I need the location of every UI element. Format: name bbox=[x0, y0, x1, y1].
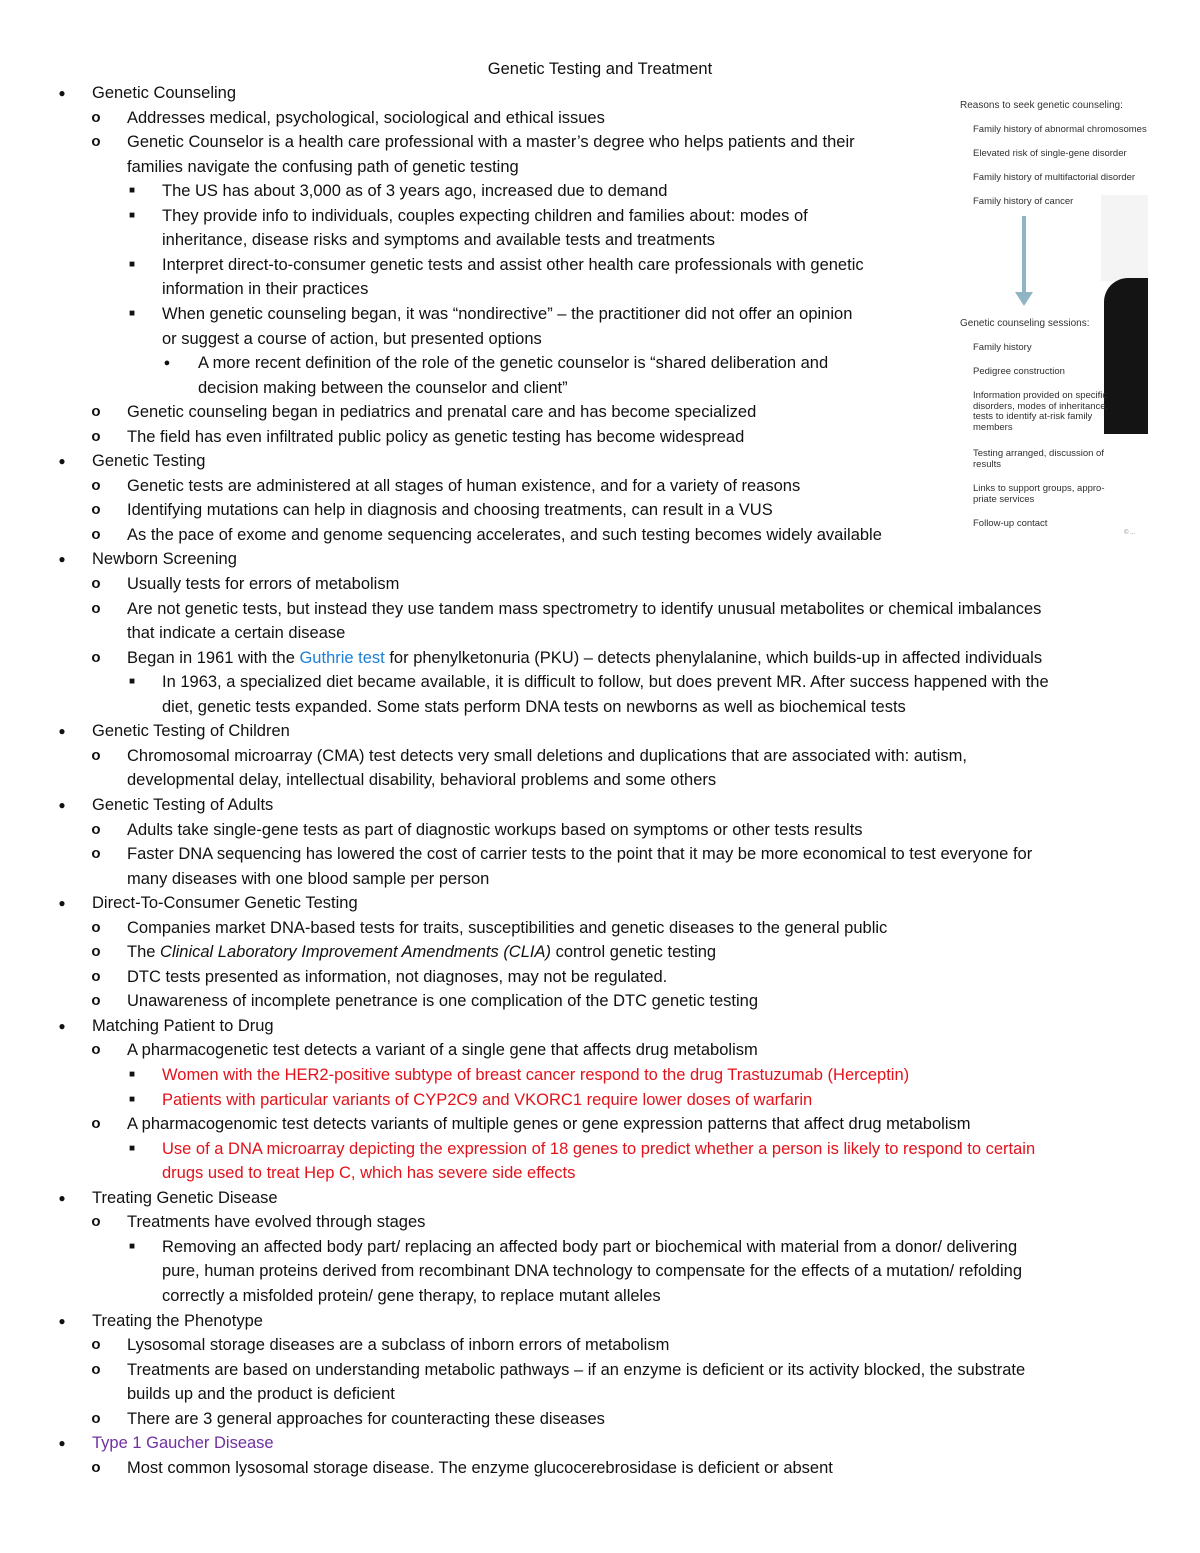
bullet-l3-icon: ■ bbox=[128, 1142, 136, 1154]
line-text: Clinical Laboratory Improvement Amendments (CLIA) bbox=[160, 943, 551, 962]
outline-line-level-2 bbox=[127, 572, 399, 597]
bullet-l1-icon: ● bbox=[58, 1190, 66, 1205]
bullet-l3-icon: ■ bbox=[128, 258, 136, 270]
outline-line-level-1 bbox=[92, 793, 273, 818]
figure-session-item: tests to identify at-risk family bbox=[973, 411, 1093, 422]
line-text: diet, genetic tests expanded. Some stats perform DNA tests on newborns as well as biochemical tests bbox=[162, 697, 906, 716]
figure-sessions-heading: Genetic counseling sessions: bbox=[960, 318, 1090, 329]
line-text: Treating Genetic Disease bbox=[92, 1188, 278, 1207]
highlighted-text: Women with the HER2-positive subtype of breast cancer respond to the drug Trastuzumab (Herceptin) bbox=[162, 1066, 910, 1084]
line-text: decision making between the counselor and client” bbox=[198, 378, 568, 397]
line-text: The US has about 3,000 as of 3 years ago, increased due to demand bbox=[162, 182, 668, 201]
outline-line-level-2 bbox=[127, 425, 744, 450]
line-text: Genetic Counseling bbox=[92, 84, 237, 102]
line-text: Addresses medical, psychological, sociological and ethical issues bbox=[127, 108, 605, 127]
line-text: information in their practices bbox=[162, 280, 369, 299]
line-text: Companies market DNA-based tests for traits, susceptibilities and genetic diseases to the general public bbox=[127, 918, 888, 937]
bullet-l2-icon: o bbox=[91, 525, 101, 543]
line-text: When genetic counseling began, it was “nondirective” – the practitioner did not offer an opinion bbox=[162, 304, 853, 323]
outline-line-level-2 bbox=[127, 155, 519, 180]
outline-line-level-1 bbox=[92, 719, 290, 744]
outline-line-level-2 bbox=[127, 1112, 971, 1137]
outline-line-level-2 bbox=[127, 474, 800, 499]
figure-session-item: disorders, modes of inheritance, bbox=[973, 400, 1109, 412]
bullet-l2-icon: o bbox=[91, 403, 101, 421]
bullet-l2-icon: o bbox=[91, 648, 101, 666]
highlighted-text: Type 1 Gaucher Disease bbox=[92, 1434, 274, 1453]
line-text: Most common lysosomal storage disease. The enzyme glucocerebrosidase is deficient or absent bbox=[127, 1458, 833, 1477]
line-text: Newborn Screening bbox=[92, 550, 237, 569]
outline-line-level-1 bbox=[92, 1186, 278, 1211]
line-text: They provide info to individuals, couples expecting children and families about: modes of bbox=[162, 206, 808, 225]
outline-line-level-2 bbox=[127, 1407, 605, 1432]
bullet-l1-icon: ● bbox=[58, 552, 66, 567]
outline-line-level-2 bbox=[127, 744, 967, 769]
highlighted-text: drugs used to treat Hep C, which has severe side effects bbox=[162, 1164, 576, 1183]
bullet-l1-icon: ● bbox=[58, 86, 66, 100]
line-text: developmental delay, intellectual disability, behavioral problems and some others bbox=[127, 771, 717, 790]
arrow-shaft bbox=[1022, 216, 1026, 294]
figure-reasons-heading: Reasons to seek genetic counseling: bbox=[960, 100, 1123, 111]
figure-session-item: Family history bbox=[973, 342, 1032, 353]
outline-line-level-3 bbox=[162, 302, 852, 327]
outline-line-level-4 bbox=[198, 376, 568, 401]
figure-session-item: results bbox=[973, 458, 1001, 470]
line-text: families navigate the confusing path of genetic testing bbox=[127, 157, 519, 176]
bullet-l1-icon: ● bbox=[58, 724, 66, 739]
line-text: The field has even infiltrated public policy as genetic testing has become widespread bbox=[127, 427, 745, 446]
outline-line-level-2 bbox=[127, 768, 716, 793]
line-text: builds up and the product is deficient bbox=[127, 1385, 395, 1404]
outline-line-level-3 bbox=[162, 277, 368, 302]
line-text: Chromosomal microarray (CMA) test detects very small deletions and duplications that are associated with: autism, bbox=[127, 746, 968, 765]
line-text: pure, human proteins derived from recombinant DNA technology to compensate for the effects of a mutation/ refolding bbox=[162, 1262, 1023, 1281]
bullet-l1-icon: ● bbox=[58, 896, 66, 911]
outline-line-level-3 bbox=[162, 327, 542, 352]
line-text: Genetic Counselor is a health care professional with a master’s degree who helps patients and their bbox=[127, 133, 855, 152]
outline-line-level-3 bbox=[162, 1235, 1017, 1260]
bullet-l2-icon: o bbox=[91, 427, 101, 445]
line-text: DTC tests presented as information, not diagnoses, may not be regulated. bbox=[127, 967, 668, 986]
down-arrow-icon bbox=[1015, 292, 1033, 306]
outline-line-level-2 bbox=[127, 106, 605, 131]
outline-line-level-2 bbox=[127, 646, 1042, 671]
outline-line-level-2 bbox=[127, 940, 716, 965]
outline-line-level-3 bbox=[162, 670, 1049, 695]
outline-line-level-3 bbox=[162, 179, 667, 204]
outline-line-level-2 bbox=[127, 498, 773, 523]
line-text: There are 3 general approaches for counteracting these diseases bbox=[127, 1409, 605, 1428]
line-text: Are not genetic tests, but instead they use tandem mass spectrometry to identify unusual metabolites or chemical imbalances bbox=[127, 599, 1042, 618]
figure-session-item: members bbox=[973, 421, 1013, 433]
line-text: Genetic Testing bbox=[92, 452, 206, 471]
bullet-l2-icon: o bbox=[91, 1336, 101, 1354]
line-text: Genetic Testing of Adults bbox=[92, 795, 274, 814]
outline-line-level-1 bbox=[92, 1309, 263, 1334]
bullet-l3-icon: ■ bbox=[128, 209, 136, 221]
bullet-l2-icon: o bbox=[91, 133, 101, 151]
outline-line-level-2 bbox=[127, 1456, 833, 1481]
outline-line-level-2 bbox=[127, 1358, 1025, 1383]
outline-line-level-3 bbox=[162, 1088, 812, 1113]
line-text: Unawareness of incomplete penetrance is one complication of the DTC genetic testing bbox=[127, 992, 759, 1011]
line-text: Genetic Testing of Children bbox=[92, 722, 290, 741]
line-text: In 1963, a specialized diet became available, it is difficult to follow, but does prevent MR. After success happened with the bbox=[162, 673, 1049, 692]
line-text: inheritance, disease risks and symptoms and available tests and treatments bbox=[162, 231, 716, 250]
bullet-l2-icon: o bbox=[91, 1458, 101, 1476]
bullet-l2-icon: o bbox=[91, 967, 101, 985]
bullet-l2-icon: o bbox=[91, 1360, 101, 1378]
line-text: A pharmacogenomic test detects variants of multiple genes or gene expression patterns that affect drug metabolism bbox=[127, 1115, 971, 1134]
bullet-l4-icon: ● bbox=[163, 357, 171, 370]
line-text: many diseases with one blood sample per person bbox=[127, 869, 490, 888]
outline-line-level-3 bbox=[162, 1063, 909, 1088]
highlighted-text: Use of a DNA microarray depicting the expression of 18 genes to predict whether a person is likely to respond to certain bbox=[162, 1139, 1036, 1158]
bullet-l2-icon: o bbox=[91, 575, 101, 592]
outline-line-level-2 bbox=[127, 1333, 669, 1358]
bullet-l1-icon: ● bbox=[58, 1018, 66, 1033]
bullet-l2-icon: o bbox=[91, 746, 101, 764]
line-text: or suggest a course of action, but presented options bbox=[162, 329, 542, 348]
line-text: Treating the Phenotype bbox=[92, 1311, 263, 1330]
figure-session-item: Pedigree construction bbox=[973, 366, 1065, 377]
outline-line-level-4 bbox=[198, 351, 828, 376]
line-text: A pharmacogenetic test detects a variant of a single gene that affects drug metabolism bbox=[127, 1041, 758, 1060]
highlighted-text: Guthrie test bbox=[299, 648, 385, 667]
outline-line-level-2 bbox=[127, 621, 345, 646]
bullet-l2-icon: o bbox=[91, 820, 101, 838]
outline-line-level-1 bbox=[92, 547, 237, 572]
outline-line-level-3 bbox=[162, 204, 808, 229]
bullet-l3-icon: ■ bbox=[128, 1093, 136, 1105]
outline-line-level-2 bbox=[127, 1210, 425, 1235]
photo-person bbox=[1104, 278, 1148, 434]
outline-line-level-2 bbox=[127, 989, 758, 1014]
bullet-l2-icon: o bbox=[91, 476, 101, 494]
line-text: Genetic counseling began in pediatrics and prenatal care and has become specialized bbox=[127, 403, 757, 422]
bullet-l1-icon: ● bbox=[58, 454, 66, 469]
figure-reason-item: Family history of multifactorial disorder bbox=[973, 172, 1136, 183]
outline-line-level-3 bbox=[162, 1259, 1022, 1284]
bullet-l2-icon: o bbox=[91, 108, 101, 126]
line-text: for phenylketonuria (PKU) – detects phenylalanine, which builds-up in affected individuals bbox=[384, 648, 1043, 667]
figure-session-item: Links to support groups, appro- bbox=[973, 483, 1105, 494]
bullet-l3-icon: ■ bbox=[128, 185, 136, 197]
outline-line-level-3 bbox=[162, 1284, 661, 1309]
outline-line-level-2 bbox=[127, 130, 855, 155]
line-text: Direct-To-Consumer Genetic Testing bbox=[92, 894, 358, 913]
line-text: control genetic testing bbox=[551, 943, 717, 962]
outline-line-level-2 bbox=[127, 523, 882, 548]
outline-line-level-1 bbox=[92, 1014, 274, 1039]
line-text: As the pace of exome and genome sequencing accelerates, and such testing becomes widely available bbox=[127, 525, 882, 544]
bullet-l1-icon: ● bbox=[58, 797, 66, 812]
outline-line-level-1 bbox=[92, 891, 358, 916]
bullet-l2-icon: o bbox=[91, 1213, 101, 1231]
figure-session-item: Information provided on specific bbox=[973, 390, 1108, 401]
outline-line-level-2 bbox=[127, 867, 489, 892]
line-text: Usually tests for errors of metabolism bbox=[127, 575, 400, 593]
bullet-l2-icon: o bbox=[91, 1041, 101, 1059]
outline-line-level-3 bbox=[162, 695, 906, 720]
outline-line-level-2 bbox=[127, 842, 1032, 867]
line-text: Faster DNA sequencing has lowered the cost of carrier tests to the point that it may be more economical to test everyone for bbox=[127, 845, 1033, 864]
figure-credit: © ... bbox=[1124, 530, 1136, 536]
bullet-l2-icon: o bbox=[91, 992, 101, 1010]
outline-line-level-3 bbox=[162, 253, 864, 278]
genetic-counseling-figure bbox=[938, 88, 1148, 543]
line-text: correctly a misfolded protein/ gene therapy, to replace mutant alleles bbox=[162, 1286, 661, 1305]
outline-line-level-3 bbox=[162, 228, 715, 253]
bullet-l2-icon: o bbox=[91, 845, 101, 863]
line-text: A more recent definition of the role of the genetic counselor is “shared deliberation and bbox=[198, 354, 829, 373]
figure-reason-item: Elevated risk of single-gene disorder bbox=[973, 148, 1127, 159]
line-text: Identifying mutations can help in diagnosis and choosing treatments, can result in a VUS bbox=[127, 501, 773, 520]
figure-session-item: Follow-up contact bbox=[973, 518, 1048, 529]
outline-line-level-2 bbox=[127, 1038, 758, 1063]
bullet-l3-icon: ■ bbox=[128, 307, 136, 319]
outline-line-level-3 bbox=[162, 1161, 575, 1186]
bullet-l2-icon: o bbox=[91, 918, 101, 936]
figure-session-item: priate services bbox=[973, 493, 1035, 505]
bullet-l2-icon: o bbox=[91, 501, 101, 519]
figure-session-item: Testing arranged, discussion of bbox=[973, 448, 1104, 459]
outline-line-level-1 bbox=[92, 449, 205, 474]
line-text: Genetic tests are administered at all stages of human existence, and for a variety of reasons bbox=[127, 476, 801, 495]
bullet-l3-icon: ■ bbox=[128, 676, 136, 688]
outline-line-level-2 bbox=[127, 818, 863, 843]
bullet-l3-icon: ■ bbox=[128, 1240, 136, 1252]
bullet-l2-icon: o bbox=[91, 1115, 101, 1133]
outline-line-level-2 bbox=[127, 597, 1041, 622]
line-text: Treatments have evolved through stages bbox=[127, 1213, 426, 1232]
line-text: Interpret direct-to-consumer genetic tests and assist other health care professionals with genetic bbox=[162, 255, 864, 274]
line-text: The bbox=[127, 943, 161, 962]
outline-line-level-2 bbox=[127, 1382, 395, 1407]
line-text: Adults take single-gene tests as part of diagnostic workups based on symptoms or other tests results bbox=[127, 820, 863, 839]
line-text: Treatments are based on understanding metabolic pathways – if an enzyme is deficient or its activity blocked, the substrate bbox=[127, 1360, 1026, 1379]
outline-line-level-2 bbox=[127, 400, 756, 425]
page-title: Genetic Testing and Treatment bbox=[487, 60, 713, 78]
bullet-l2-icon: o bbox=[91, 943, 101, 961]
bullet-l3-icon: ■ bbox=[128, 1069, 136, 1080]
bullet-l1-icon: ● bbox=[58, 1313, 66, 1328]
line-text: Lysosomal storage diseases are a subclass of inborn errors of metabolism bbox=[127, 1336, 670, 1355]
line-text: Removing an affected body part/ replacing an affected body part or biochemical with material from a donor/ delivering bbox=[162, 1237, 1018, 1256]
highlighted-text: Patients with particular variants of CYP2C9 and VKORC1 require lower doses of warfarin bbox=[162, 1090, 813, 1109]
outline-line-level-1 bbox=[92, 1431, 274, 1456]
figure-reason-item: Family history of cancer bbox=[973, 196, 1074, 207]
figure-reason-item: Family history of abnormal chromosomes bbox=[973, 124, 1147, 135]
line-text: Began in 1961 with the bbox=[127, 648, 300, 667]
outline-line-level-2 bbox=[127, 916, 887, 941]
photo-background bbox=[1101, 195, 1148, 281]
line-text: that indicate a certain disease bbox=[127, 624, 346, 643]
line-text: Matching Patient to Drug bbox=[92, 1016, 274, 1035]
outline-line-level-2 bbox=[127, 965, 667, 990]
bullet-l2-icon: o bbox=[91, 1409, 101, 1427]
bullet-l1-icon: ● bbox=[58, 1436, 66, 1451]
bullet-l2-icon: o bbox=[91, 599, 101, 617]
outline-line-level-1 bbox=[92, 81, 236, 106]
outline-line-level-3 bbox=[162, 1137, 1035, 1162]
